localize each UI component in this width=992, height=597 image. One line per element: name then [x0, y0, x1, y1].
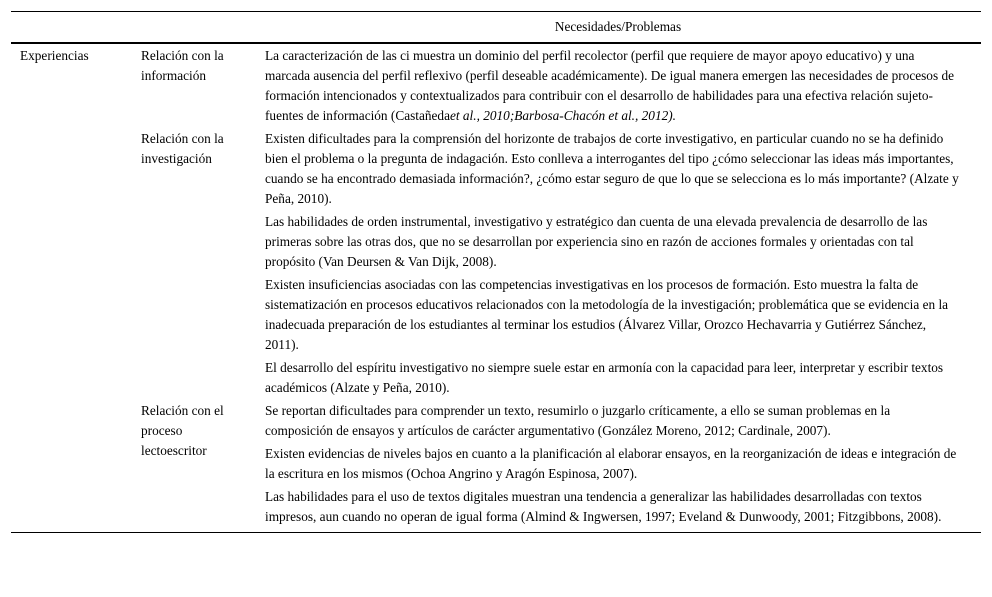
- needs-problems-table: [11, 11, 981, 533]
- table-row: [11, 43, 981, 126]
- problem-text-cell: Existen dificultades para la comprensión del horizonte de trabajos de corte investigativo, en particular cuando no se ha definido bien el problema o la pregunta de indagación. Esto conlleva a interrogantes del tipo ¿cómo seleccionar las ideas más importantes, cuando se ha encontrado demasiada información?, ¿cómo estar seguro de que lo que se selecciona es lo más importante? (Alzate y Peña, 2010).: [265, 131, 959, 206]
- table-row: [11, 398, 981, 441]
- experiencias-cell: Experiencias: [20, 48, 89, 63]
- header-necesidades: Necesidades/Problemas: [554, 19, 682, 34]
- citation-italic: et al., 2010;Barbosa-Chacón et al., 2012).: [449, 108, 677, 123]
- problem-text-cell: Las habilidades de orden instrumental, investigativo y estratégico dan cuenta de una elevada prevalencia de desarrollo de las primeras sobre las otras dos, que no se desarrollan por experiencia sino en razón de acciones formales y orientadas con tal propósito (Van Deursen & Van Dijk, 2008).: [265, 214, 928, 269]
- problem-text-cell: [255, 43, 981, 126]
- problem-text-cell: Existen insuficiencias asociadas con las competencias investigativas en los procesos de formación. Esto muestra la falta de sistematización en procesos educativos relacionados con la metodología de la investigación; problemática que se evidencia en la inadecuada preparación de los estudiantes al terminar los estudios (Álvarez Villar, Orozco Hechavarria y Gutiérrez Sánchez, 2011).: [265, 277, 949, 352]
- header-empty-col2: [132, 12, 255, 44]
- needs-table-container: [11, 11, 981, 533]
- relacion-investigacion-cell: Relación con la investigación: [141, 131, 224, 166]
- problem-text-cell: Existen evidencias de niveles bajos en cuanto a la planificación al elaborar ensayos, en la reorganización de ideas e integración de la escritura en los mismos (Ochoa Angrino y Aragón Espinosa, 2007).: [265, 446, 957, 481]
- relacion-informacion-cell: Relación con la información: [141, 48, 224, 83]
- problem-text-cell: Las habilidades para el uso de textos digitales muestran una tendencia a generalizar las habilidades desarrolladas con textos impresos, aun cuando no operan de igual forma (Almind & Ingwersen, 1997; Eveland & Dunwoody, 2001; Fitzgibbons, 2008).: [265, 489, 942, 524]
- problem-text-cell: El desarrollo del espíritu investigativo no siempre suele estar en armonía con la capacidad para leer, interpretar y escribir textos académicos (Alzate y Peña, 2010).: [265, 360, 944, 395]
- problem-text: La caracterización de las ci muestra un dominio del perfil recolector (perfil que requiere de mayor apoyo educativo) y una marcada ausencia del perfil reflexivo (perfil deseable académicamente). De igual manera emergen las necesidades de procesos de formación intencionados y contextualizados para contribuir con el desarrollo de habilidades para una efectiva relación sujeto-fuentes de información (Castañeda: [265, 48, 954, 123]
- problem-text-cell: Se reportan dificultades para comprender un texto, resumirlo o juzgarlo críticamente, a ello se suman problemas en la composición de ensayos y artículos de carácter argumentativo (González Moreno, 2012; Cardinale, 2007).: [265, 403, 891, 438]
- header-empty-col1: [11, 12, 132, 44]
- table-row: [11, 126, 981, 209]
- relacion-lectoescritor-cell: Relación con el proceso lectoescritor: [141, 403, 224, 458]
- table-header-row: [11, 12, 981, 44]
